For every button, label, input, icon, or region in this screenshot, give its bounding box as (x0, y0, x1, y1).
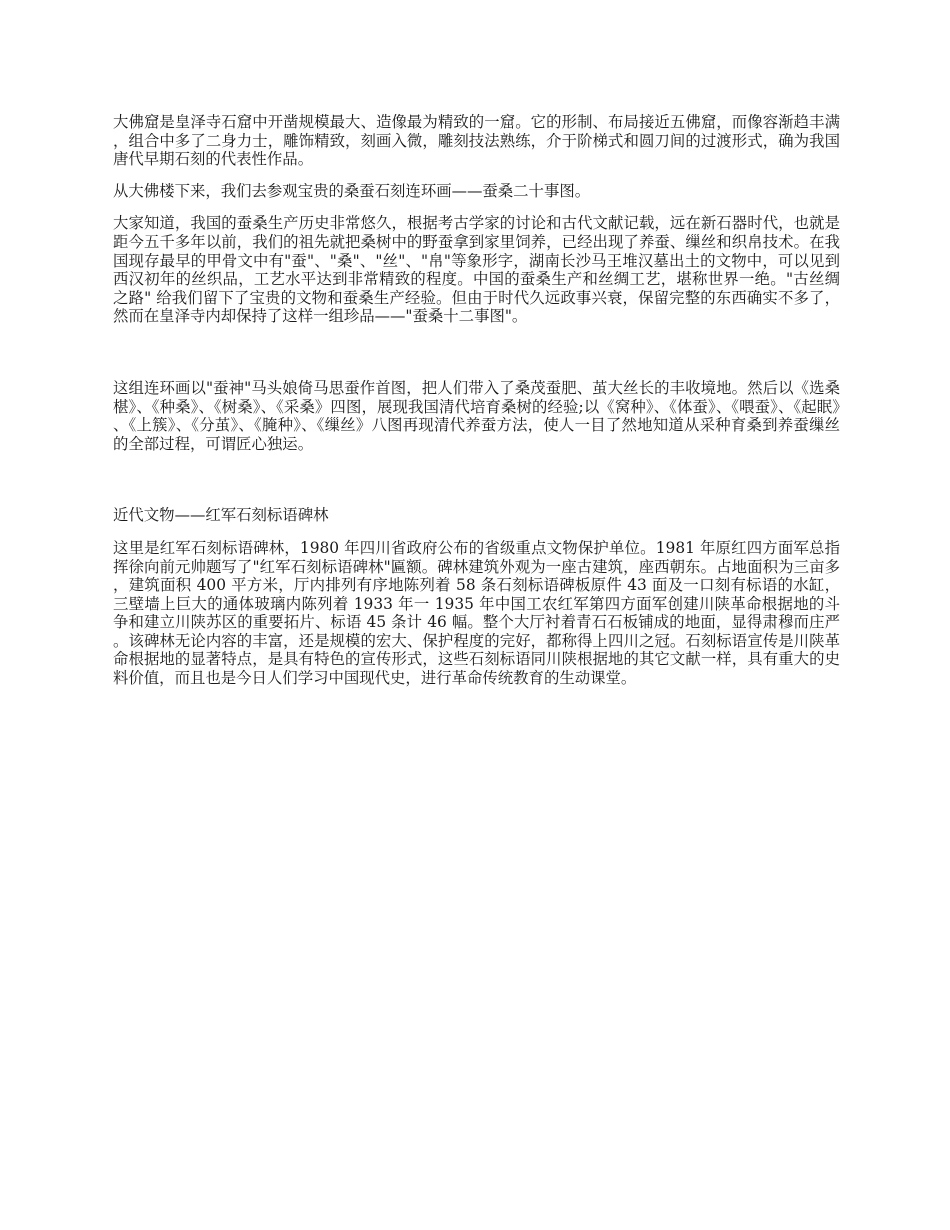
document-page (113, 113, 840, 688)
paragraph-sericulture-history: 大家知道，我国的蚕桑生产历史非常悠久，根据考古学家的讨论和古代文献记载，远在新石器时代，也就是距今五千多年以前，我们的祖先就把桑树中的野蚕拿到家里饲养，已经出现了养蚕、缫丝和织帛技术。在我国现存最早的甲骨文中有"蚕"、"桑"、"丝"、"帛"等象形字，湖南长沙马王堆汉墓出土的文物中，可以见到西汉初年的丝织品，工艺水平达到非常精致的程度。中国的蚕桑生产和丝绸工艺，堪称世界一绝。"古丝绸之路" 给我们留下了宝贵的文物和蚕桑生产经验。但由于时代久远政事兴衰，保留完整的东西确实不多了，然而在皇泽寺内却保持了这样一组珍品——"蚕桑十二事图"。 (113, 214, 840, 326)
paragraph-red-army-stele-forest: 这里是红军石刻标语碑林，1980 年四川省政府公布的省级重点文物保护单位。1981 年原红四方面军总指挥徐向前元帅题写了"红军石刻标语碑林"匾额。碑林建筑外观为一座古建筑，座西朝东。占地面积为三亩多，建筑面积 400 平方米，厅内排列有序地陈列着 58 条石刻标语碑板原件 43 面及一口刻有标语的水缸，三壁墙上巨大的通体玻璃内陈列着 1933 年一 1935 年中国工农红军第四方面军创建川陕革命根据地的斗争和建立川陕苏区的重要拓片、标语 45 条计 46 幅。整个大厅衬着青石石板铺成的地面，显得肃穆而庄严。该碑林无论内容的丰富，还是规模的宏大、保护程度的完好，都称得上四川之冠。石刻标语宣传是川陕革命根据地的显著特点，是具有特色的宣传形式，这些石刻标语同川陕根据地的其它文献一样，具有重大的史料价值，而且也是今日人们学习中国现代史，进行革命传统教育的生动课堂。 (113, 538, 840, 688)
section-heading: 近代文物——红军石刻标语碑林 (113, 506, 329, 525)
paragraph-picture-series: 这组连环画以"蚕神"马头娘倚马思蚕作首图，把人们带入了桑茂蚕肥、茧大丝长的丰收境地。然后以《选桑椹》、《种桑》、《树桑》、《采桑》四图，展现我国清代培育桑树的经验;以《窝种》、《体蚕》、《喂蚕》、《起眠》、《上簇》、《分茧》、《腌种》、《缫丝》八图再现清代养蚕方法，使人一目了然地知道从采种育桑到养蚕缫丝的全部过程，可谓匠心独运。 (113, 378, 840, 453)
paragraph-big-buddha-cave: 大佛窟是皇泽寺石窟中开凿规模最大、造像最为精致的一窟。它的形制、布局接近五佛窟，而像容渐趋丰满，组合中多了二身力士，雕饰精致，刻画入微，雕刻技法熟练，介于阶梯式和圆刀间的过渡形式，确为我国唐代早期石刻的代表性作品。 (113, 113, 840, 169)
paragraph-silkworm-visit: 从大佛楼下来，我们去参观宝贵的桑蚕石刻连环画——蚕桑二十事图。 (113, 181, 591, 200)
